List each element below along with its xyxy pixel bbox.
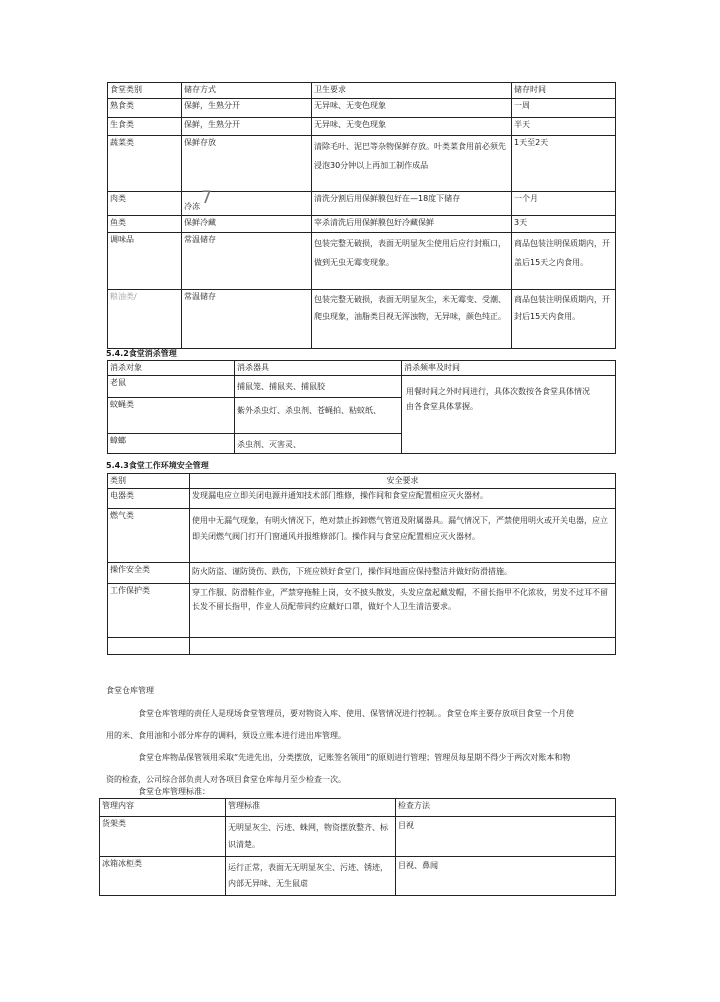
cell-method-text: 冷冻: [184, 202, 200, 211]
warehouse-standard-title: 食堂仓库管理标准：: [138, 787, 210, 796]
cell-standard: 运行正常，表面无无明显灰尘、污迹、锈迹，内部无异味、无生鼠虐: [226, 856, 396, 896]
table-row: [108, 99, 616, 118]
cell-standard: 无明显灰尘、污迹、蛛网，物资摆放整齐、标识清楚。: [226, 817, 396, 857]
table-header-row: [108, 83, 616, 99]
cell-target: 蟑螂: [108, 434, 235, 454]
cell-target: 蚊蝇类: [108, 398, 235, 434]
table-row: [108, 638, 616, 655]
header-check-method: 检查方法: [396, 799, 616, 817]
cell-category: 操作安全类: [108, 563, 190, 584]
header-requirement: 安全要求: [190, 474, 616, 489]
table-row: [108, 489, 616, 509]
cell-time: 商品包装注明保质期内，开盖后15天之内食用。: [512, 233, 616, 290]
cell-category: 电器类: [108, 489, 190, 509]
cell-method: 常温储存: [182, 290, 312, 349]
warehouse-para1: 食堂仓库管理的责任人是现场食堂管理员，要对物资入库、使用、保管情况进行控制。。食堂仓库主要存放项目食堂一个月使用的米、食用油和小部分库存的调料，须设立账本进行进出库管理。: [106, 709, 574, 740]
cell-hygiene: 清洗分割后用保鲜膜包好在—18度下储存: [312, 192, 512, 216]
cell-check-method: 目视: [396, 817, 616, 857]
header-method: 储存方式: [182, 83, 312, 99]
warehouse-title: 食堂仓库管理: [106, 686, 154, 695]
cell-category: 燃气类: [108, 509, 190, 563]
cell-hygiene: 包装完整无破损，表面无明显灰尘使用后应行封瓶口，做到无虫无霉变现象。: [312, 233, 512, 290]
pest-table: [107, 360, 616, 454]
cell-requirement: 穿工作服、防滑鞋作业，严禁穿拖鞋上岗，女不披头散发，头发应盘起戴发帽，不留长指甲不化浓妆，男发不过耳不留长发不留长指甲，作业人员配带同约应戴好口罩，做好个人卫生清洁要求。: [190, 584, 616, 638]
header-frequency: 消杀频率及时间: [402, 361, 616, 376]
table-row: [108, 290, 616, 349]
header-target: 消杀对象: [108, 361, 235, 376]
cell-method: [182, 188, 312, 216]
cell-hygiene: 包装完整无破损，表面无明显灰尘，米无霉变、受潮、爬虫现象，油脂类目视无浑浊物，无异味，颜色纯正。: [312, 290, 512, 349]
table-row: [108, 216, 616, 233]
table-row: [108, 563, 616, 584]
cell-time: 1天至2天: [512, 136, 616, 192]
cell-method: 保鲜，生熟分开: [182, 99, 312, 118]
table-row: [108, 136, 616, 192]
cell-method: 保鲜冷藏: [182, 216, 312, 233]
header-standard: 管理标准: [226, 799, 396, 817]
header-category: 类别: [108, 474, 190, 489]
table-row: [108, 192, 616, 216]
cell-category: 工作保护类: [108, 584, 190, 638]
cell-content: 货架类: [100, 817, 226, 857]
cell-method: 常温储存: [182, 233, 312, 290]
cell-tools: 捕鼠笼、捕鼠夹、捕鼠胶: [235, 376, 402, 398]
cell-requirement: 防火防盗、谨防烫伤、跌伤，下班应锁好食堂门，操作间地面应保持整洁并做好防滑措施。: [190, 563, 616, 584]
cell-method: 保鲜，生熟分开: [182, 118, 312, 136]
warehouse-table: [99, 798, 616, 896]
cell-hygiene: 无异味、无变色现象: [312, 99, 512, 118]
cell-target: 老鼠: [108, 376, 235, 398]
cell-time: 一个月: [512, 192, 616, 216]
cell-time: 半天: [512, 118, 616, 136]
cell-hygiene: 宰杀清洗后用保鲜膜包好冷藏保鲜: [312, 216, 512, 233]
cell-time: 一周: [512, 99, 616, 118]
table-row: [100, 856, 616, 896]
section-title-safety: 5.4.3食堂工作环境安全管理: [106, 461, 209, 470]
cell-requirement: 使用中无漏气现象，有明火情况下，绝对禁止拆卸燃气管道及附属器具。漏气情况下，严禁使用明火或开关电器，应立即关闭燃气阀门打开门窗通风并报维修部门。操作间与食堂应配置相应灭火器材。: [190, 509, 616, 563]
cell-requirement: 发现漏电应立即关闭电源并通知技术部门维修，操作间和食堂应配置相应灭火器材。: [190, 489, 616, 509]
cell-content: 冰箱冰柜类: [100, 856, 226, 896]
header-hygiene: 卫生要求: [312, 83, 512, 99]
warehouse-para2: 食堂仓库物品保管领用采取“先进先出，分类摆放，记账签名领用”的原则进行管理；管理员每星期不得少于两次对账本和物资的检查，公司综合部负责人对各项目食堂仓库每月至少检查一次。: [106, 753, 571, 784]
table-header-row: [108, 474, 616, 489]
header-tools: 消杀器具: [235, 361, 402, 376]
safety-table: [107, 473, 616, 655]
cell-hygiene: 无异味、无变色现象: [312, 118, 512, 136]
cell-tools: 杀虫剂、灭害灵、: [235, 434, 402, 454]
page-mark: 7: [201, 188, 212, 208]
header-category: 食堂类别: [108, 83, 182, 99]
cell-category: 生食类: [108, 118, 182, 136]
cell-check-method: 目视、鼻闻: [396, 856, 616, 896]
cell-requirement: [190, 638, 616, 655]
header-content: 管理内容: [100, 799, 226, 817]
cell-category: 粮油类/: [108, 290, 182, 349]
table-row: [108, 233, 616, 290]
table-row: [108, 584, 616, 638]
table-row: [108, 118, 616, 136]
table-row: [108, 509, 616, 563]
table-row: [100, 817, 616, 857]
cell-category: 鱼类: [108, 216, 182, 233]
storage-table: [107, 82, 616, 349]
table-header-row: [100, 799, 616, 817]
cell-category: [108, 638, 190, 655]
header-time: 储存时间: [512, 83, 616, 99]
section-title-pest: 5.4.2食堂消杀管理: [106, 349, 177, 358]
cell-time: 商品包装注明保质期内，开封后15天内食用。: [512, 290, 616, 349]
table-header-row: [108, 361, 616, 376]
cell-time: 3天: [512, 216, 616, 233]
cell-tools: 紫外杀虫灯、杀虫剂、苍蝇拍、粘蚊纸、: [235, 398, 402, 434]
table-row: [108, 376, 616, 398]
cell-category: 蔬菜类: [108, 136, 182, 192]
cell-category: 肉类: [108, 192, 182, 216]
cell-category: 熟食类: [108, 99, 182, 118]
cell-method: 保鲜存放: [182, 136, 312, 192]
cell-frequency: 用餐时间之外时间进行，具体次数按各食堂具体情况由各食堂具体掌握。: [402, 376, 616, 454]
cell-hygiene: 清除毛叶、泥巴等杂物保鲜存放。叶类菜食用前必须先浸泡30分钟以上再加工制作成品: [312, 136, 512, 192]
cell-category: 调味品: [108, 233, 182, 290]
